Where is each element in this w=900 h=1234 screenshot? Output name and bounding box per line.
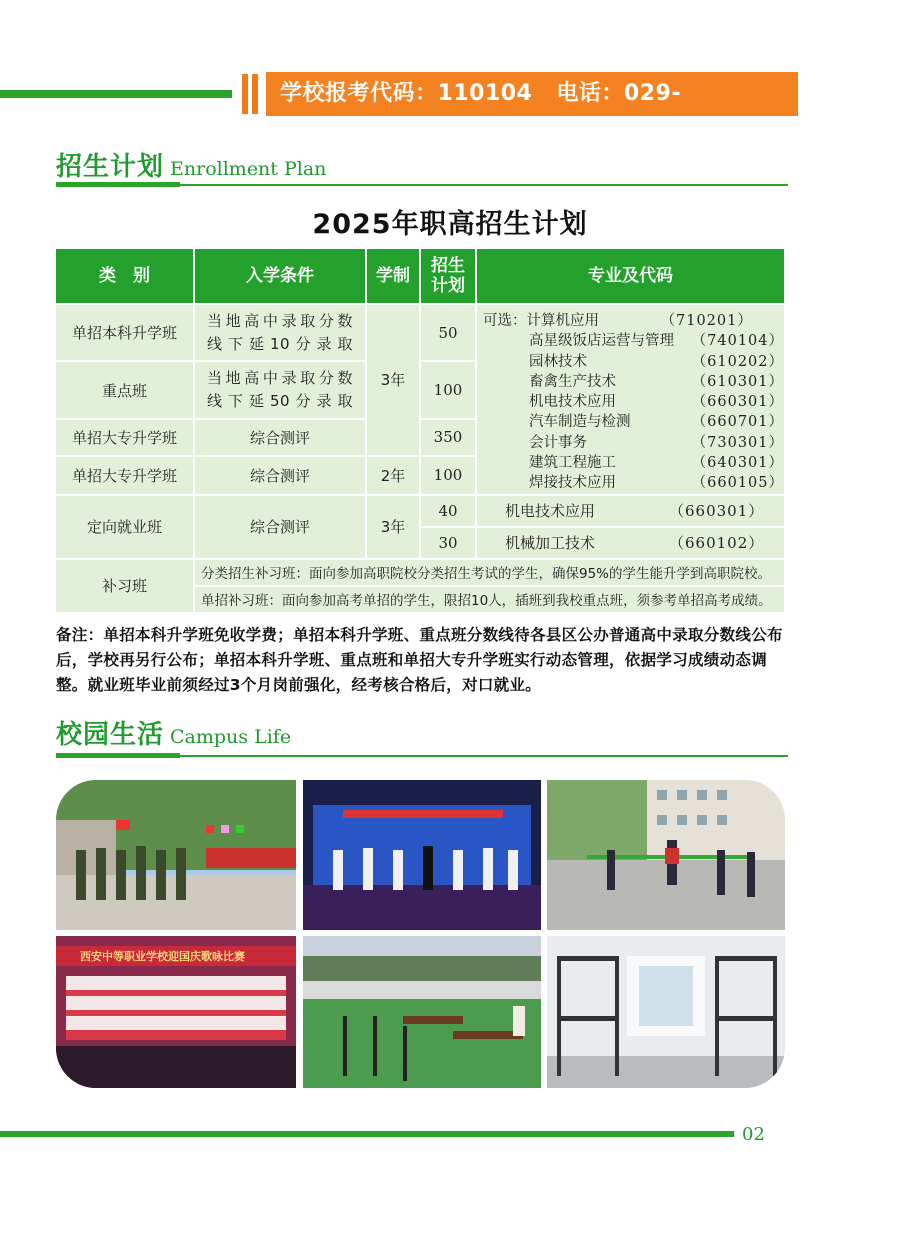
header-bars <box>242 74 260 114</box>
page-number: 02 <box>742 1124 765 1145</box>
choir-banner-text: 西安中等职业学校迎国庆歌咏比赛 <box>80 950 245 963</box>
enrollment-table <box>54 247 786 614</box>
campus-title-en: Campus Life <box>170 726 292 748</box>
row-plan: 30 <box>420 527 476 559</box>
row-category: 单招大专升学班 <box>55 419 194 456</box>
school-code: 110104 <box>437 81 533 106</box>
photo-sports-race <box>547 780 785 930</box>
photo-dormitory <box>547 936 785 1088</box>
row-category: 单招本科升学班 <box>55 304 194 361</box>
major-item: 可选： 计算机应用 （710201） <box>483 313 753 329</box>
enrollment-title-en: Enrollment Plan <box>170 158 327 180</box>
col-plan: 招生 计划 <box>420 248 476 304</box>
col-majors: 专业及代码 <box>476 248 785 304</box>
phone-number: 029-87094069 <box>280 81 681 150</box>
row-condition: 综合测评 <box>194 419 366 456</box>
row-years: 3年 <box>366 304 420 456</box>
enrollment-title-cn: 招生计划 <box>56 152 165 182</box>
row-condition: 当地高中录取分数 线下延10分录取 <box>194 304 366 361</box>
row-condition: 综合测评 <box>194 495 366 559</box>
section-rule <box>180 184 788 186</box>
row-category: 重点班 <box>55 361 194 418</box>
major-item: 高星级饭店运营与管理 （740104） <box>529 333 784 350</box>
photo-flag-ceremony <box>56 780 296 930</box>
col-category: 类 别 <box>55 248 194 304</box>
row-plan: 350 <box>420 419 476 456</box>
majors-list <box>476 304 785 495</box>
col-years: 学制 <box>366 248 420 304</box>
row-condition: 当地高中录取分数 线下延50分录取 <box>194 361 366 418</box>
row-years: 3年 <box>366 495 420 559</box>
row-plan: 100 <box>420 361 476 418</box>
campus-section-title <box>56 714 291 751</box>
school-code-label: 学校报考代码： <box>280 81 438 106</box>
directed-major: 机械加工技术 （660102） <box>476 527 785 559</box>
row-category: 补习班 <box>55 559 194 613</box>
plan-title: 2025年职高招生计划 <box>312 209 588 240</box>
major-item: 机电技术应用 （660301） <box>529 394 784 411</box>
campus-title-cn: 校园生活 <box>56 720 165 750</box>
major-item: 园林技术 （610202） <box>529 353 784 370</box>
row-category: 单招大专升学班 <box>55 456 194 495</box>
directed-major: 机电技术应用 （660301） <box>476 495 785 527</box>
row-plan: 40 <box>420 495 476 527</box>
row-condition: 综合测评 <box>194 456 366 495</box>
photo-tea-ceremony <box>303 936 541 1088</box>
photo-choir-contest <box>56 936 296 1088</box>
row-years: 2年 <box>366 456 420 495</box>
row-category: 定向就业班 <box>55 495 194 559</box>
major-item: 畜禽生产技术 （610301） <box>529 373 784 390</box>
row-plan: 50 <box>420 304 476 361</box>
section-rule-accent <box>56 182 180 187</box>
section-rule <box>180 755 788 757</box>
row-plan: 100 <box>420 456 476 495</box>
major-item: 汽车制造与检测 （660701） <box>529 414 784 431</box>
header-left-rule <box>0 90 232 98</box>
header-contact-banner <box>266 72 798 150</box>
section-rule-accent <box>56 753 180 758</box>
major-item: 建筑工程施工 （640301） <box>529 455 784 472</box>
footer-rule <box>0 1131 734 1137</box>
phone-label: 电话： <box>556 81 624 106</box>
col-condition: 入学条件 <box>194 248 366 304</box>
photo-stage-performance <box>303 780 541 930</box>
tutoring-line: 单招补习班：面向参加高考单招的学生，限招10人，插班到我校重点班，须参考单招高考成绩。 <box>194 586 785 613</box>
major-item: 会计事务 （730301） <box>529 434 784 451</box>
tutoring-line: 分类招生补习班：面向参加高职院校分类招生考试的学生，确保95%的学生能升学到高职院校。 <box>194 559 785 586</box>
enrollment-note: 备注：单招本科升学班免收学费；单招本科升学班、重点班分数线待各县区公办普通高中录取分数线公布后，学校再另行公布；单招本科升学班、重点班和单招大专升学班实行动态管理，依据学习成绩动态调整。就业班毕业前须经过3个月岗前强化，经考核合格后，对口就业。 <box>56 626 783 694</box>
enrollment-section-title <box>56 146 326 183</box>
major-item: 焊接技术应用 （660105） <box>529 475 784 492</box>
